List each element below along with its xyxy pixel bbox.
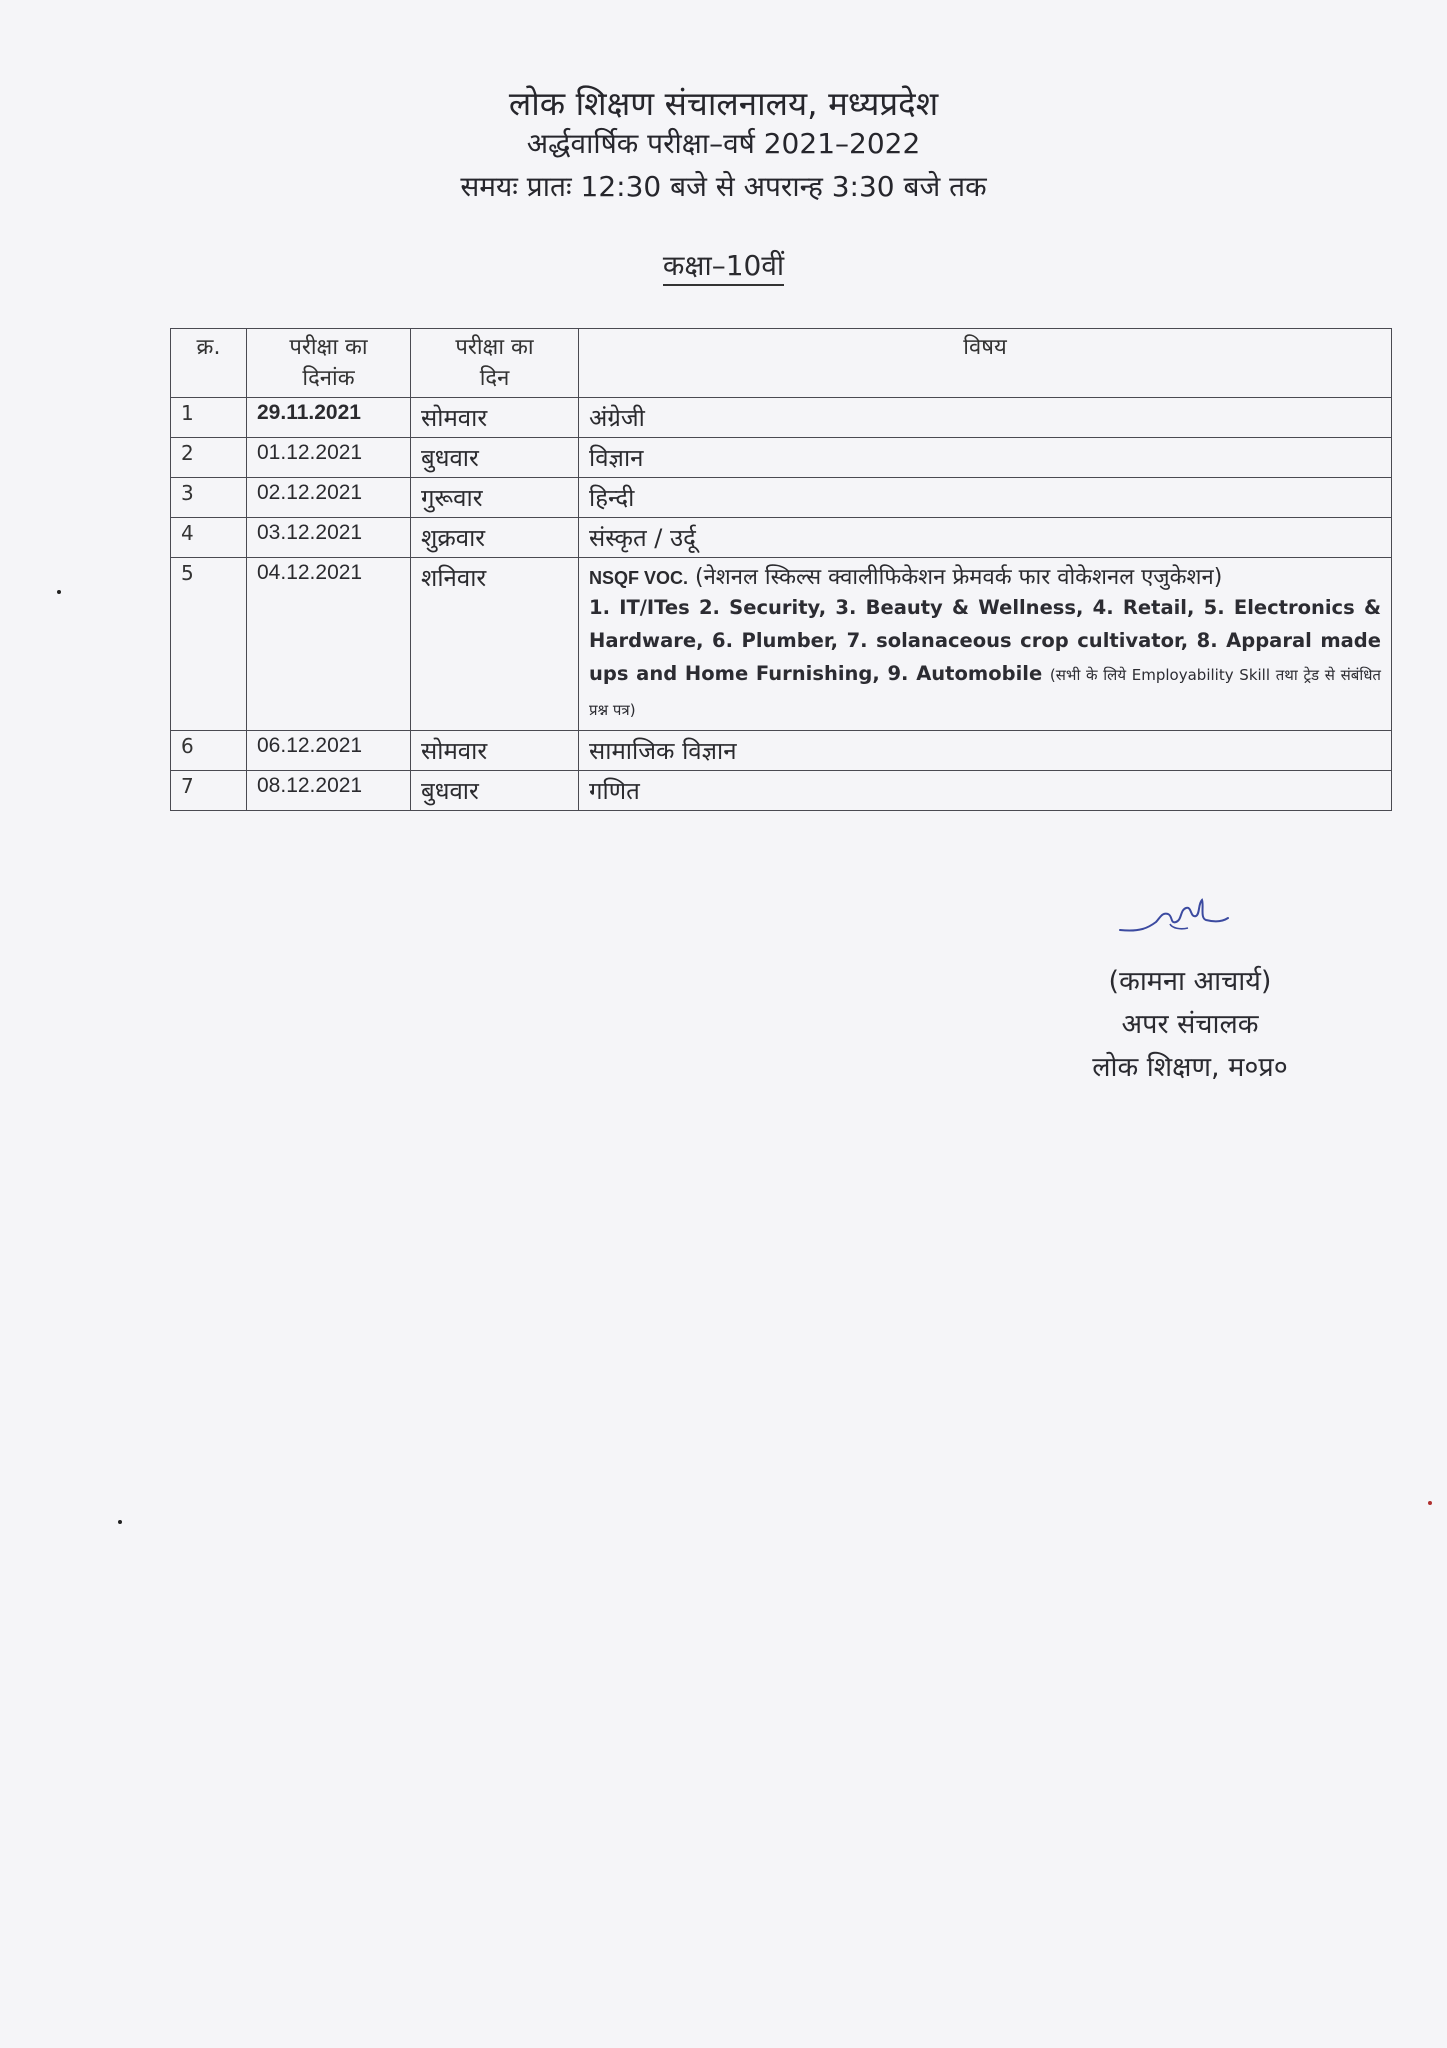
handwritten-signature bbox=[1110, 888, 1270, 948]
header-serial-no: क्र. bbox=[171, 329, 247, 398]
row-subject: गणित bbox=[579, 771, 1392, 811]
row-exam-day: सोमवार bbox=[411, 731, 579, 771]
class-title bbox=[0, 246, 1447, 284]
row-serial-no: 7 bbox=[171, 771, 247, 811]
row-exam-date: 06.12.2021 bbox=[247, 731, 411, 771]
header-exam-year: अर्द्धवार्षिक परीक्षा–वर्ष 2021–2022 bbox=[526, 127, 921, 160]
signatory-designation: अपर संचालक bbox=[1121, 1009, 1259, 1040]
scan-speck bbox=[57, 590, 61, 594]
nsqf-trades bbox=[589, 591, 1381, 727]
header-exam-date-line2: दिनांक bbox=[302, 366, 355, 391]
row-serial-no: 1 bbox=[171, 398, 247, 438]
exam-schedule-table bbox=[170, 328, 1392, 811]
row-exam-date: 04.12.2021 bbox=[247, 558, 411, 731]
scan-speck bbox=[118, 1520, 122, 1524]
table-row bbox=[171, 518, 1392, 558]
row-subject: विज्ञान bbox=[579, 438, 1392, 478]
header-exam-date bbox=[247, 329, 411, 398]
table-row bbox=[171, 478, 1392, 518]
signatory-name: (कामना आचार्य) bbox=[1108, 966, 1272, 997]
row-serial-no: 4 bbox=[171, 518, 247, 558]
row-exam-date: 03.12.2021 bbox=[247, 518, 411, 558]
row-exam-day: बुधवार bbox=[411, 438, 579, 478]
table-row bbox=[171, 558, 1392, 731]
row-subject: अंग्रेजी bbox=[579, 398, 1392, 438]
nsqf-heading bbox=[589, 561, 1381, 591]
table-row bbox=[171, 771, 1392, 811]
nsqf-full-name: (नेशनल स्किल्स क्वालीफिकेशन फ्रेमवर्क फार वोकेशनल एजुकेशन) bbox=[695, 565, 1223, 590]
row-exam-day: शुक्रवार bbox=[411, 518, 579, 558]
header-exam-day-line2: दिन bbox=[479, 366, 510, 391]
row-subject: सामाजिक विज्ञान bbox=[579, 731, 1392, 771]
table-header-row bbox=[171, 329, 1392, 398]
header-exam-day bbox=[411, 329, 579, 398]
signatory-block bbox=[1040, 960, 1340, 1089]
nsqf-abbreviation: NSQF VOC. bbox=[589, 568, 689, 588]
table-row bbox=[171, 438, 1392, 478]
row-serial-no: 5 bbox=[171, 558, 247, 731]
header-exam-day-line1: परीक्षा का bbox=[455, 335, 534, 360]
header-exam-time: समयः प्रातः 12:30 बजे से अपरान्ह 3:30 बजे तक bbox=[460, 170, 987, 203]
row-exam-day: बुधवार bbox=[411, 771, 579, 811]
nsqf-note: (सभी के लिये Employability Skill तथा ट्रेड से संबंधित प्रश्न पत्र) bbox=[589, 666, 1381, 719]
row-serial-no: 6 bbox=[171, 731, 247, 771]
header-directorate: लोक शिक्षण संचालनालय, मध्यप्रदेश bbox=[508, 84, 939, 123]
row-exam-date: 02.12.2021 bbox=[247, 478, 411, 518]
row-subject: संस्कृत / उर्दू bbox=[579, 518, 1392, 558]
class-title-text: कक्षा–10वीं bbox=[663, 249, 784, 286]
row-subject-nsqf bbox=[579, 558, 1392, 731]
header-subject: विषय bbox=[579, 329, 1392, 398]
row-exam-day: सोमवार bbox=[411, 398, 579, 438]
table-row bbox=[171, 398, 1392, 438]
row-exam-day: शनिवार bbox=[411, 558, 579, 731]
row-exam-day: गुरूवार bbox=[411, 478, 579, 518]
row-exam-date: 01.12.2021 bbox=[247, 438, 411, 478]
header-exam-date-line1: परीक्षा का bbox=[289, 335, 368, 360]
nsqf-trade-list: 1. IT/ITes 2. Security, 3. Beauty & Wellness, 4. Retail, 5. Electronics & Hardware, 6. Plumber, 7. solanaceous crop cultivator, 8. Apparal made ups and Home Furnishing, 9. Automobile bbox=[589, 596, 1381, 685]
row-exam-date: 29.11.2021 bbox=[247, 398, 411, 438]
row-serial-no: 2 bbox=[171, 438, 247, 478]
signatory-office: लोक शिक्षण, म०प्र० bbox=[1092, 1052, 1288, 1083]
row-exam-date: 08.12.2021 bbox=[247, 771, 411, 811]
row-serial-no: 3 bbox=[171, 478, 247, 518]
table-row bbox=[171, 731, 1392, 771]
row-subject: हिन्दी bbox=[579, 478, 1392, 518]
scan-speck bbox=[1428, 1501, 1432, 1505]
